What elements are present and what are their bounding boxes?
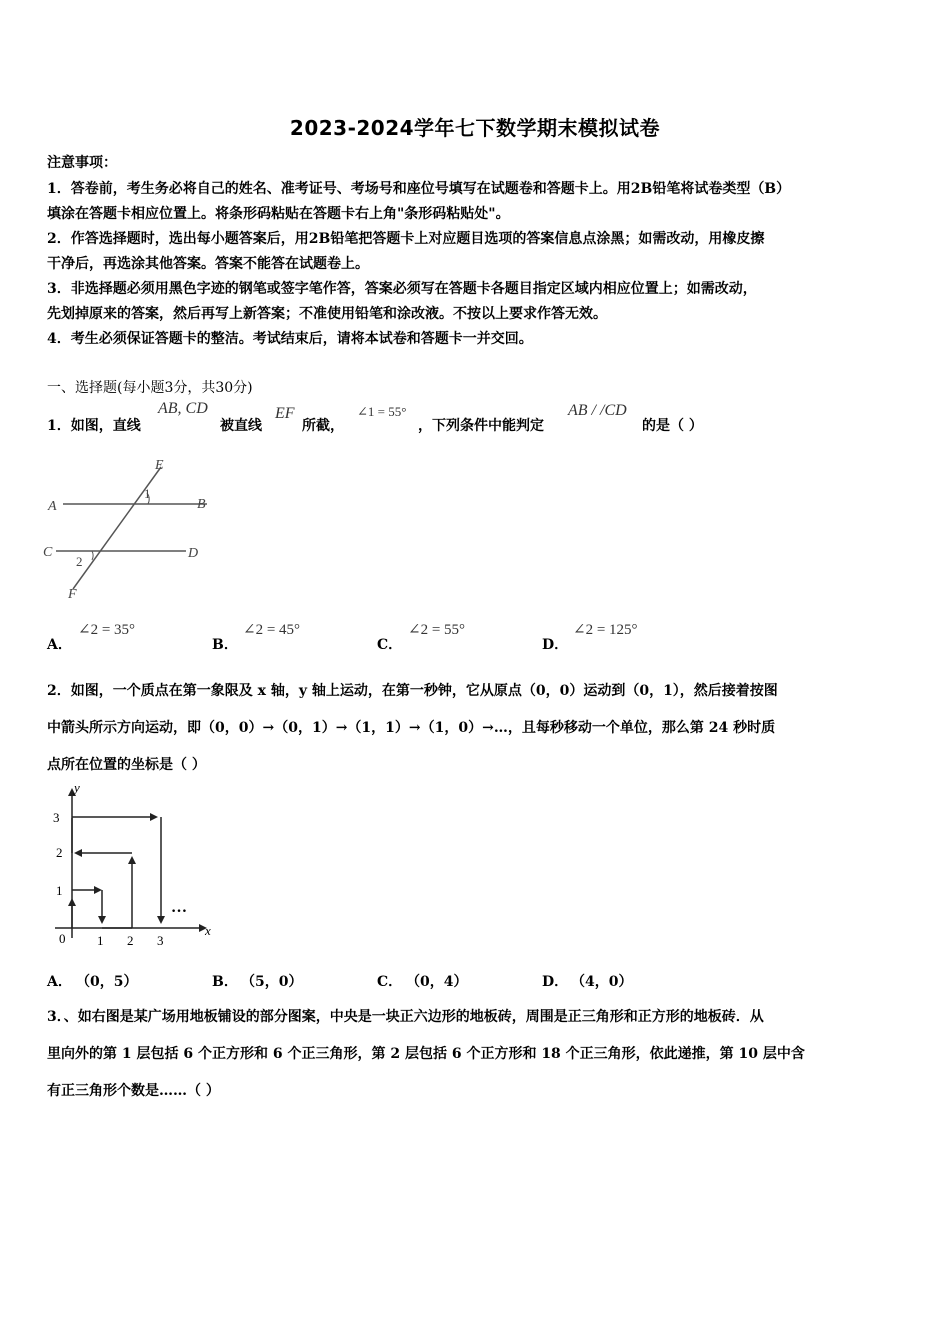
y-tick-3: 3 [53,810,60,825]
q1-figure [40,455,220,605]
q1-option-c-letter[interactable]: C． [377,637,403,653]
notice-heading: 注意事项： [47,155,117,171]
label-angle2: 2 [76,554,83,569]
q1-text-3: 所截， [302,418,344,434]
page-title: 2023-2024学年七下数学期末模拟试卷 [289,116,661,140]
q1-math-ef: EF [275,405,295,422]
q1-text-2: 被直线 [220,418,262,434]
label-f: F [68,587,77,602]
q1-math-angle1: ∠1 = 55° [357,404,407,419]
q2-option-c-letter[interactable]: C． [377,974,403,990]
label-d: D [188,546,199,561]
q2-option-b-value: （5，0） [241,974,303,990]
notice-line: 2．作答选择题时，选出每小题答案后，用2B铅笔把答题卡上对应题目选项的答案信息点涂黑；如需改动，用橡皮擦 [47,231,765,247]
q1-math-parallel: AB / /CD [568,402,627,419]
q2-line: 2．如图，一个质点在第一象限及 x 轴，y 轴上运动，在第一秒钟，它从原点（0，0）运动到（0，1），然后接着按图 [47,683,778,699]
q1-text-5: 的是（ ） [642,418,703,434]
notice-line: 1．答卷前，考生务必将自己的姓名、准考证号、考场号和座位号填写在试题卷和答题卡上。用2B铅笔将试卷类型（B） [47,181,791,197]
q1-option-b-value: ∠2 = 45° [243,622,301,638]
angle2-arc [92,551,93,560]
y-tick-1: 1 [56,883,63,898]
q3-line: 里向外的第 1 层包括 6 个正方形和 6 个正三角形，第 2 层包括 6 个正方形和 18 个正三角形，依此递推，第 10 层中含 [47,1046,805,1062]
q1-option-d-value: ∠2 = 125° [573,622,638,638]
notice-line: 3．非选择题必须用黑色字迹的钢笔或签字笔作答，答案必须写在答题卡各题目指定区域内相应位置上；如需改动， [47,281,757,297]
q2-line: 中箭头所示方向运动，即（0，0）→（0，1）→（1，1）→（1，0）→…，且每秒移动一个单位，那么第 24 秒时质 [47,720,776,736]
label-b: B [197,497,206,512]
q1-text-1: 1．如图，直线 [47,418,141,434]
q2-option-d-letter[interactable]: D． [542,974,569,990]
notice-line: 填涂在答题卡相应位置上。将条形码粘贴在答题卡右上角"条形码粘贴处"。 [47,206,510,222]
notice-line: 先划掉原来的答案，然后再写上新答案；不准使用铅笔和涂改液。不按以上要求作答无效。 [47,306,607,322]
motion-path [72,817,161,928]
x-tick-2: 2 [127,933,134,948]
axis-label-x: x [205,923,211,938]
q1-text-4: ，下列条件中能判定 [418,418,544,434]
notice-line: 4．考生必须保证答题卡的整洁。考试结束后，请将本试卷和答题卡一并交回。 [47,331,533,347]
q2-option-a-value: （0，5） [76,974,138,990]
q3-line: 3．、如右图是某广场用地板铺设的部分图案，中央是一块正六边形的地板砖，周围是正三角形和正方形的地板砖．从 [47,1009,764,1025]
notice-line: 干净后，再选涂其他答案。答案不能答在试题卷上。 [47,256,369,272]
origin-label: 0 [59,931,66,946]
q2-line: 点所在位置的坐标是（ ） [47,757,206,773]
q2-option-d-value: （4，0） [571,974,633,990]
label-e: E [155,458,164,473]
x-tick-1: 1 [97,933,104,948]
label-c: C [43,545,53,560]
q1-math-ab-cd: AB, CD [158,400,208,417]
q1-option-a-value: ∠2 = 35° [78,622,136,638]
y-tick-2: 2 [56,845,63,860]
axis-label-y: y [74,780,80,795]
q1-option-c-value: ∠2 = 55° [408,622,466,638]
continuation-dots: … [171,899,187,916]
q1-option-b-letter[interactable]: B． [212,637,238,653]
q1-option-d-letter[interactable]: D． [542,637,569,653]
label-a: A [48,499,57,514]
q2-option-b-letter[interactable]: B． [212,974,238,990]
q2-option-c-value: （0，4） [406,974,468,990]
label-angle1: 1 [144,486,151,501]
section-heading: 一、选择题(每小题3分，共30分) [47,380,253,396]
q2-option-a-letter[interactable]: A． [47,974,72,990]
q1-option-a-letter[interactable]: A． [47,637,72,653]
x-tick-3: 3 [157,933,164,948]
q3-line: 有正三角形个数是……（ ） [47,1083,220,1099]
q2-figure [40,778,225,953]
